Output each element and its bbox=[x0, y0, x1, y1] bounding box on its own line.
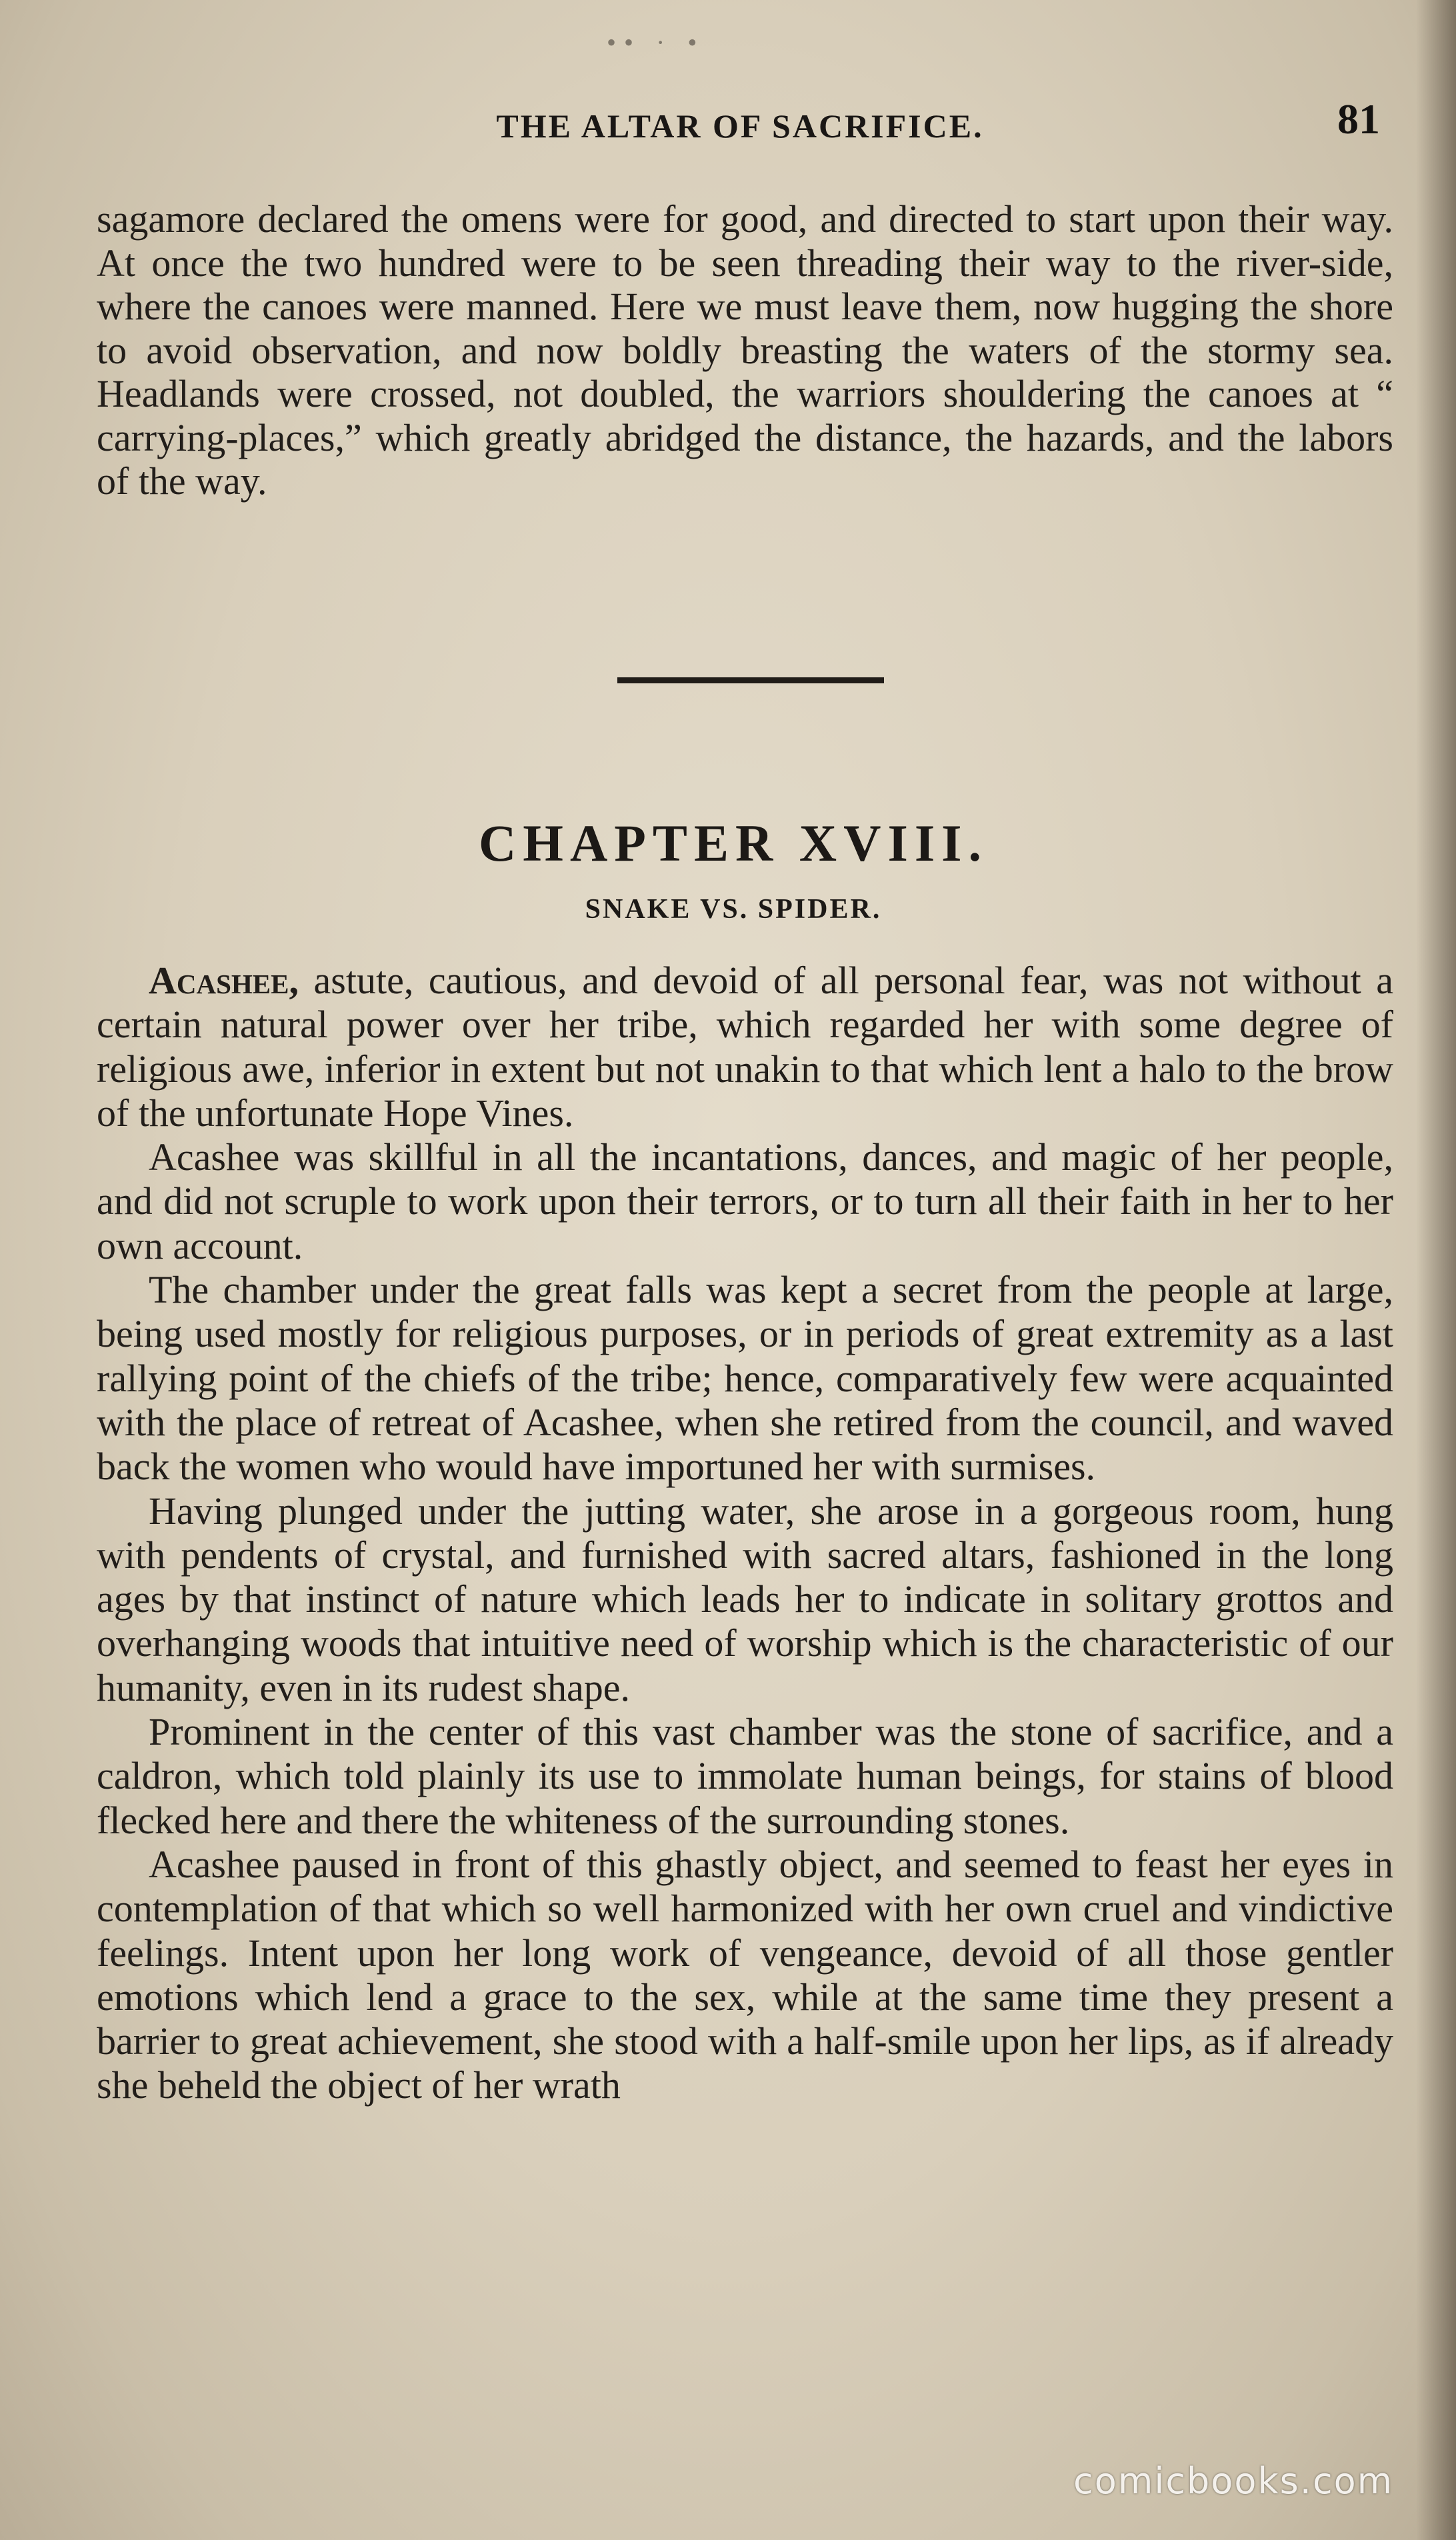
paragraph-3: The chamber under the great falls was kept a secret from the people at large, being used mostly for religious purposes, or in periods of great extremity as a last rallying point of the chiefs of the tribe; hence, comparatively few were acquainted with the place of retreat of Acashee, when she retired from the council, and waved back the women who would have importuned her with surmises. bbox=[97, 1268, 1393, 1489]
paragraph-6: Acashee paused in front of this ghastly object, and seemed to feast her eyes in contemplation of that which so well harmonized with her own cruel and vindictive feelings. Intent upon her long work of vengeance, devoid of all those gentler emotions which lend a grace to the sex, while at the same time they present a barrier to great achievement, she stood with a half-smile upon her lips, as if already she beheld the object of her wrath bbox=[97, 1842, 1393, 2107]
paragraph-5: Prominent in the center of this vast chamber was the stone of sacrifice, and a caldron, which told plainly its use to immolate human beings, for stains of blood flecked here and there the whiteness of the surrounding stones. bbox=[97, 1710, 1393, 1842]
paragraph-text: sagamore declared the omens were for good, and directed to start upon their way. At once the two hundred were to be seen threading their way to the river-side, where the canoes were manned. Here we must leave them, now hugging the shore to avoid observation, and now boldly breasting the waters of the stormy sea. Headlands were crossed, not doubled, the warriors shouldering the canoes at “ carrying-places,” which greatly abridged the distance, the hazards, and the labors of the way. bbox=[97, 197, 1393, 503]
chapter-body bbox=[97, 959, 1393, 2108]
section-divider bbox=[617, 677, 884, 683]
paragraph-2: Acashee was skillful in all the incantations, dances, and magic of her people, and did not scruple to work upon their terrors, or to turn all their faith in her to her own account. bbox=[97, 1135, 1393, 1267]
chapter-subtitle: SNAKE VS. SPIDER. bbox=[585, 894, 882, 925]
page-edge-shadow bbox=[1416, 0, 1456, 2540]
lead-word: Acashee, bbox=[149, 959, 299, 1002]
paragraph-1 bbox=[97, 959, 1393, 1135]
chapter-title: CHAPTER XVIII. bbox=[478, 814, 989, 872]
paragraph-4: Having plunged under the jutting water, she arose in a gorgeous room, hung with pendents of crystal, and furnished with sacred altars, fashioned in the long ages by that instinct of nature which leads her to indicate in solitary grottos and overhanging woods that intuitive need of worship which is the characteristic of our humanity, even in its rudest shape. bbox=[97, 1489, 1393, 1709]
watermark: comicbooks.com bbox=[1073, 2460, 1394, 2502]
continuation-paragraph bbox=[97, 197, 1393, 503]
page-number: 81 bbox=[1337, 95, 1380, 143]
paragraph-1-text: astute, cautious, and devoid of all personal fear, was not without a certain natural power over her tribe, which regarded her with some degree of religious awe, inferior in extent but not unakin to that which lent a halo to the brow of the unfortunate Hope Vines. bbox=[97, 959, 1393, 1135]
ink-smudge: •• · • bbox=[607, 27, 705, 57]
running-head: THE ALTAR OF SACRIFICE. bbox=[496, 107, 984, 145]
